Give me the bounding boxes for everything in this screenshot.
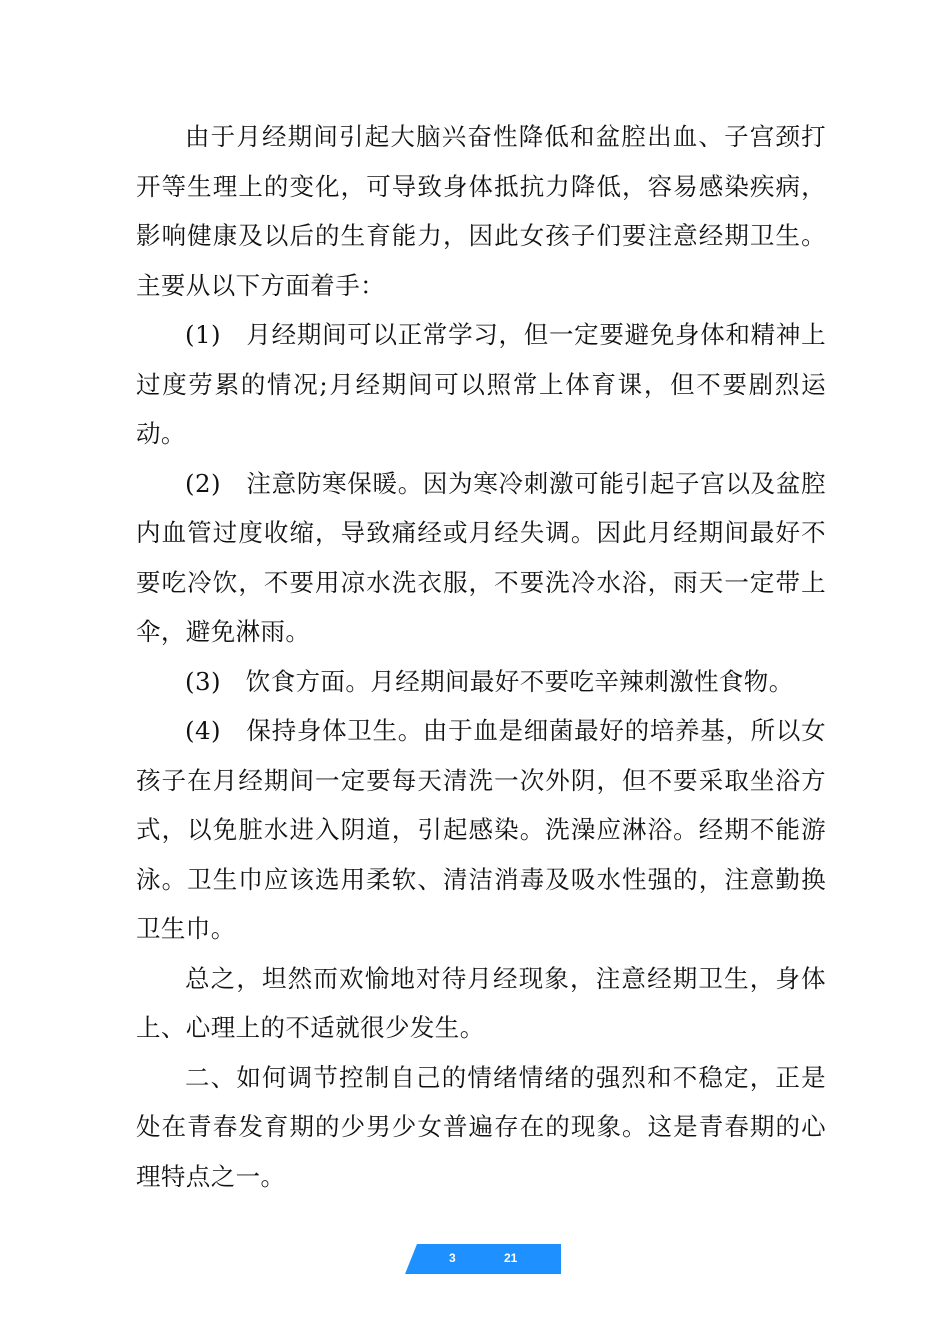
paragraph-item-1: (1) 月经期间可以正常学习，但一定要避免身体和精神上过度劳累的情况;月经期间可以照常上体育课，但不要剧烈运动。 (136, 320, 826, 448)
paragraph-summary: 总之，坦然而欢愉地对待月经现象，注意经期卫生，身体上、心理上的不适就很少发生。 (136, 963, 826, 1042)
total-page-count: 21 (504, 1251, 518, 1265)
paragraph-intro: 由于月经期间引起大脑兴奋性降低和盆腔出血、子宫颈打开等生理上的变化，可导致身体抵抗力降低，容易感染疾病，影响健康及以后的生育能力，因此女孩子们要注意经期卫生。主要从以下方面着手： (136, 122, 826, 300)
current-page-number: 3 (449, 1251, 456, 1265)
page-number-bar-shape (405, 1244, 561, 1274)
document-body (136, 112, 826, 1201)
paragraph-item-3: (3) 饮食方面。月经期间最好不要吃辛辣刺激性食物。 (185, 666, 794, 696)
paragraph-item-2: (2) 注意防寒保暖。因为寒冷刺激可能引起子宫以及盆腔内血管过度收缩，导致痛经或月经失调。因此月经期间最好不要吃冷饮，不要用凉水洗衣服，不要洗冷水浴，雨天一定带上伞，避免淋雨。 (136, 468, 826, 646)
page-number-bar (405, 1244, 561, 1274)
paragraph-section-two: 二、如何调节控制自己的情绪情绪的强烈和不稳定，正是处在青春发育期的少男少女普遍存在的现象。这是青春期的心理特点之一。 (136, 1062, 826, 1191)
paragraph-item-4: (4) 保持身体卫生。由于血是细菌最好的培养基，所以女孩子在月经期间一定要每天清洗一次外阴，但不要采取坐浴方式，以免脏水进入阴道，引起感染。洗澡应淋浴。经期不能游泳。卫生巾应该选用柔软、清洁消毒及吸水性强的，注意勤换卫生巾。 (136, 716, 826, 943)
